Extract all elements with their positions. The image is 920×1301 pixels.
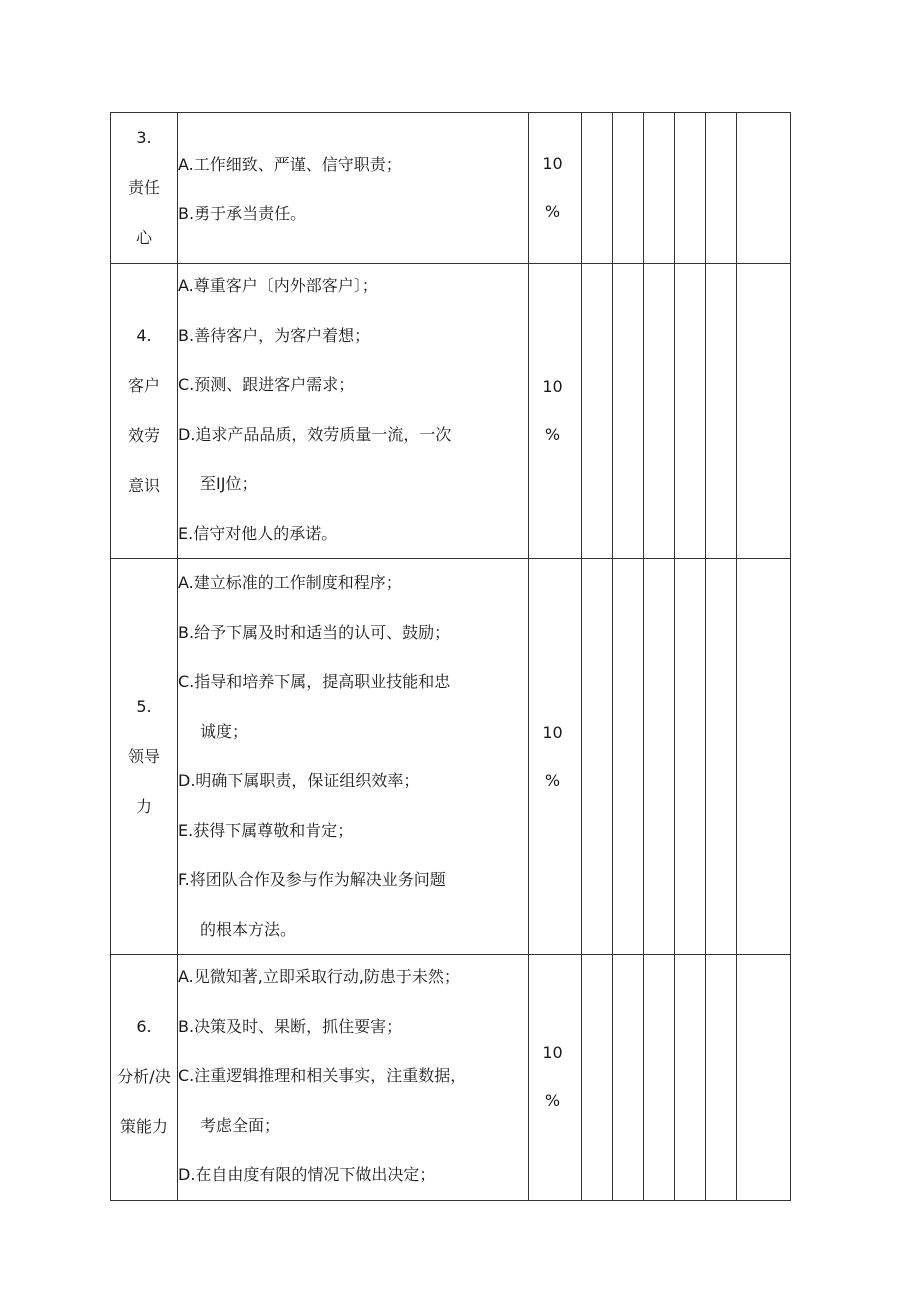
- score-cell[interactable]: [582, 264, 613, 559]
- criteria-cell: [178, 264, 529, 559]
- table-row: [111, 113, 791, 264]
- category-label: 分析/决: [117, 1067, 171, 1087]
- score-cell[interactable]: [613, 264, 644, 559]
- score-cell[interactable]: [675, 264, 706, 559]
- criteria-text: D.明确下属职责，保证组织效率；: [178, 771, 420, 790]
- table-body: [111, 113, 791, 1201]
- category-label: 心: [135, 228, 152, 247]
- category-cell: [111, 264, 178, 559]
- criteria-text: A.尊重客户〔内外部客户〕；: [178, 276, 378, 295]
- criteria-text: A.见微知著,立即采取行动,防患于未然；: [178, 967, 460, 986]
- criteria-cell: [178, 113, 529, 264]
- weight-value: 10: [542, 722, 563, 742]
- weight-value: %: [544, 770, 561, 790]
- criteria-text: C.预测、跟进客户需求；: [178, 375, 355, 394]
- criteria-item: [178, 608, 528, 658]
- criteria-item: [178, 558, 528, 608]
- score-cell[interactable]: [613, 559, 644, 955]
- weight-cell: [529, 559, 582, 955]
- criteria-item: [178, 1150, 528, 1200]
- criteria-item: [178, 855, 528, 954]
- score-cell[interactable]: [737, 264, 791, 559]
- score-cell[interactable]: [675, 559, 706, 955]
- score-cell[interactable]: [582, 113, 613, 264]
- score-cell[interactable]: [675, 113, 706, 264]
- criteria-item: [178, 509, 528, 559]
- weight-cell: [529, 955, 582, 1201]
- criteria-item: [178, 189, 528, 239]
- criteria-text: E.获得下属尊敬和肯定；: [178, 820, 354, 840]
- score-cell[interactable]: [644, 113, 675, 264]
- category-label: 3.: [136, 128, 152, 147]
- criteria-item: [178, 952, 528, 1002]
- criteria-text: B.给予下属及时和适当的认可、鼓励；: [178, 622, 451, 642]
- score-cell[interactable]: [706, 264, 737, 559]
- evaluation-table: [110, 112, 791, 1201]
- table-row: [111, 559, 791, 955]
- weight-value: %: [544, 425, 561, 444]
- weight-value: %: [544, 202, 561, 221]
- weight-cell: [529, 264, 582, 559]
- category-label: 6.: [136, 1017, 152, 1037]
- score-cell[interactable]: [737, 113, 791, 264]
- criteria-continuation: 至IJ位；: [200, 474, 258, 493]
- score-cell[interactable]: [706, 955, 737, 1201]
- criteria-item: [178, 1002, 528, 1052]
- score-cell[interactable]: [644, 559, 675, 955]
- category-cell: [111, 955, 178, 1201]
- weight-value: 10: [542, 377, 563, 396]
- category-label: 力: [135, 796, 152, 816]
- category-label: 策能力: [119, 1117, 168, 1137]
- criteria-item: [178, 140, 528, 190]
- score-cell[interactable]: [706, 559, 737, 955]
- category-label: 效劳: [127, 426, 160, 445]
- criteria-text: B.勇于承当责任。: [178, 204, 307, 223]
- score-cell[interactable]: [644, 264, 675, 559]
- score-cell[interactable]: [644, 955, 675, 1201]
- criteria-text: B.决策及时、果断，抓住要害；: [178, 1016, 403, 1036]
- criteria-continuation: 的根本方法。: [200, 919, 297, 939]
- criteria-cell: [178, 559, 529, 955]
- score-cell[interactable]: [737, 559, 791, 955]
- criteria-item: [178, 756, 528, 806]
- score-cell[interactable]: [613, 955, 644, 1201]
- table-row: [111, 264, 791, 559]
- category-label: 领导: [127, 746, 160, 766]
- criteria-text: B.善待客户，为客户着想；: [178, 325, 371, 345]
- criteria-text: A.建立标准的工作制度和程序；: [178, 573, 402, 592]
- score-cell[interactable]: [582, 559, 613, 955]
- criteria-item: [178, 360, 528, 410]
- score-cell[interactable]: [582, 955, 613, 1201]
- criteria-text: D.在自由度有限的情况下做出决定；: [178, 1165, 436, 1184]
- score-cell[interactable]: [706, 113, 737, 264]
- criteria-continuation: 诚度；: [200, 721, 249, 741]
- score-cell[interactable]: [613, 113, 644, 264]
- category-label: 客户: [127, 376, 160, 395]
- weight-value: 10: [542, 154, 563, 173]
- criteria-text: D.追求产品品质，效劳质量一流，一次: [178, 424, 452, 444]
- weight-value: %: [544, 1091, 561, 1111]
- category-label: 5.: [136, 696, 152, 716]
- criteria-item: [178, 806, 528, 856]
- category-label: 意识: [127, 476, 160, 495]
- category-label: 4.: [136, 326, 152, 345]
- criteria-text: E.信守对他人的承诺。: [178, 523, 338, 543]
- criteria-item: [178, 410, 528, 509]
- score-cell[interactable]: [675, 955, 706, 1201]
- score-cell[interactable]: [737, 955, 791, 1201]
- criteria-item: [178, 657, 528, 756]
- criteria-continuation: 考虑全面；: [200, 1115, 281, 1135]
- criteria-cell: [178, 955, 529, 1201]
- criteria-text: C.注重逻辑推理和相关事实，注重数据，: [178, 1066, 467, 1085]
- category-cell: [111, 113, 178, 264]
- category-label: 责任: [127, 178, 160, 197]
- criteria-item: [178, 261, 528, 311]
- criteria-item: [178, 1051, 528, 1150]
- criteria-text: A.工作细致、严谨、信守职责；: [178, 154, 402, 174]
- weight-value: 10: [542, 1043, 563, 1063]
- weight-cell: [529, 113, 582, 264]
- criteria-text: F.将团队合作及参与作为解决业务问题: [178, 870, 446, 889]
- category-cell: [111, 559, 178, 955]
- table-row: [111, 955, 791, 1201]
- criteria-text: C.指导和培养下属，提高职业技能和忠: [178, 672, 451, 691]
- criteria-item: [178, 311, 528, 361]
